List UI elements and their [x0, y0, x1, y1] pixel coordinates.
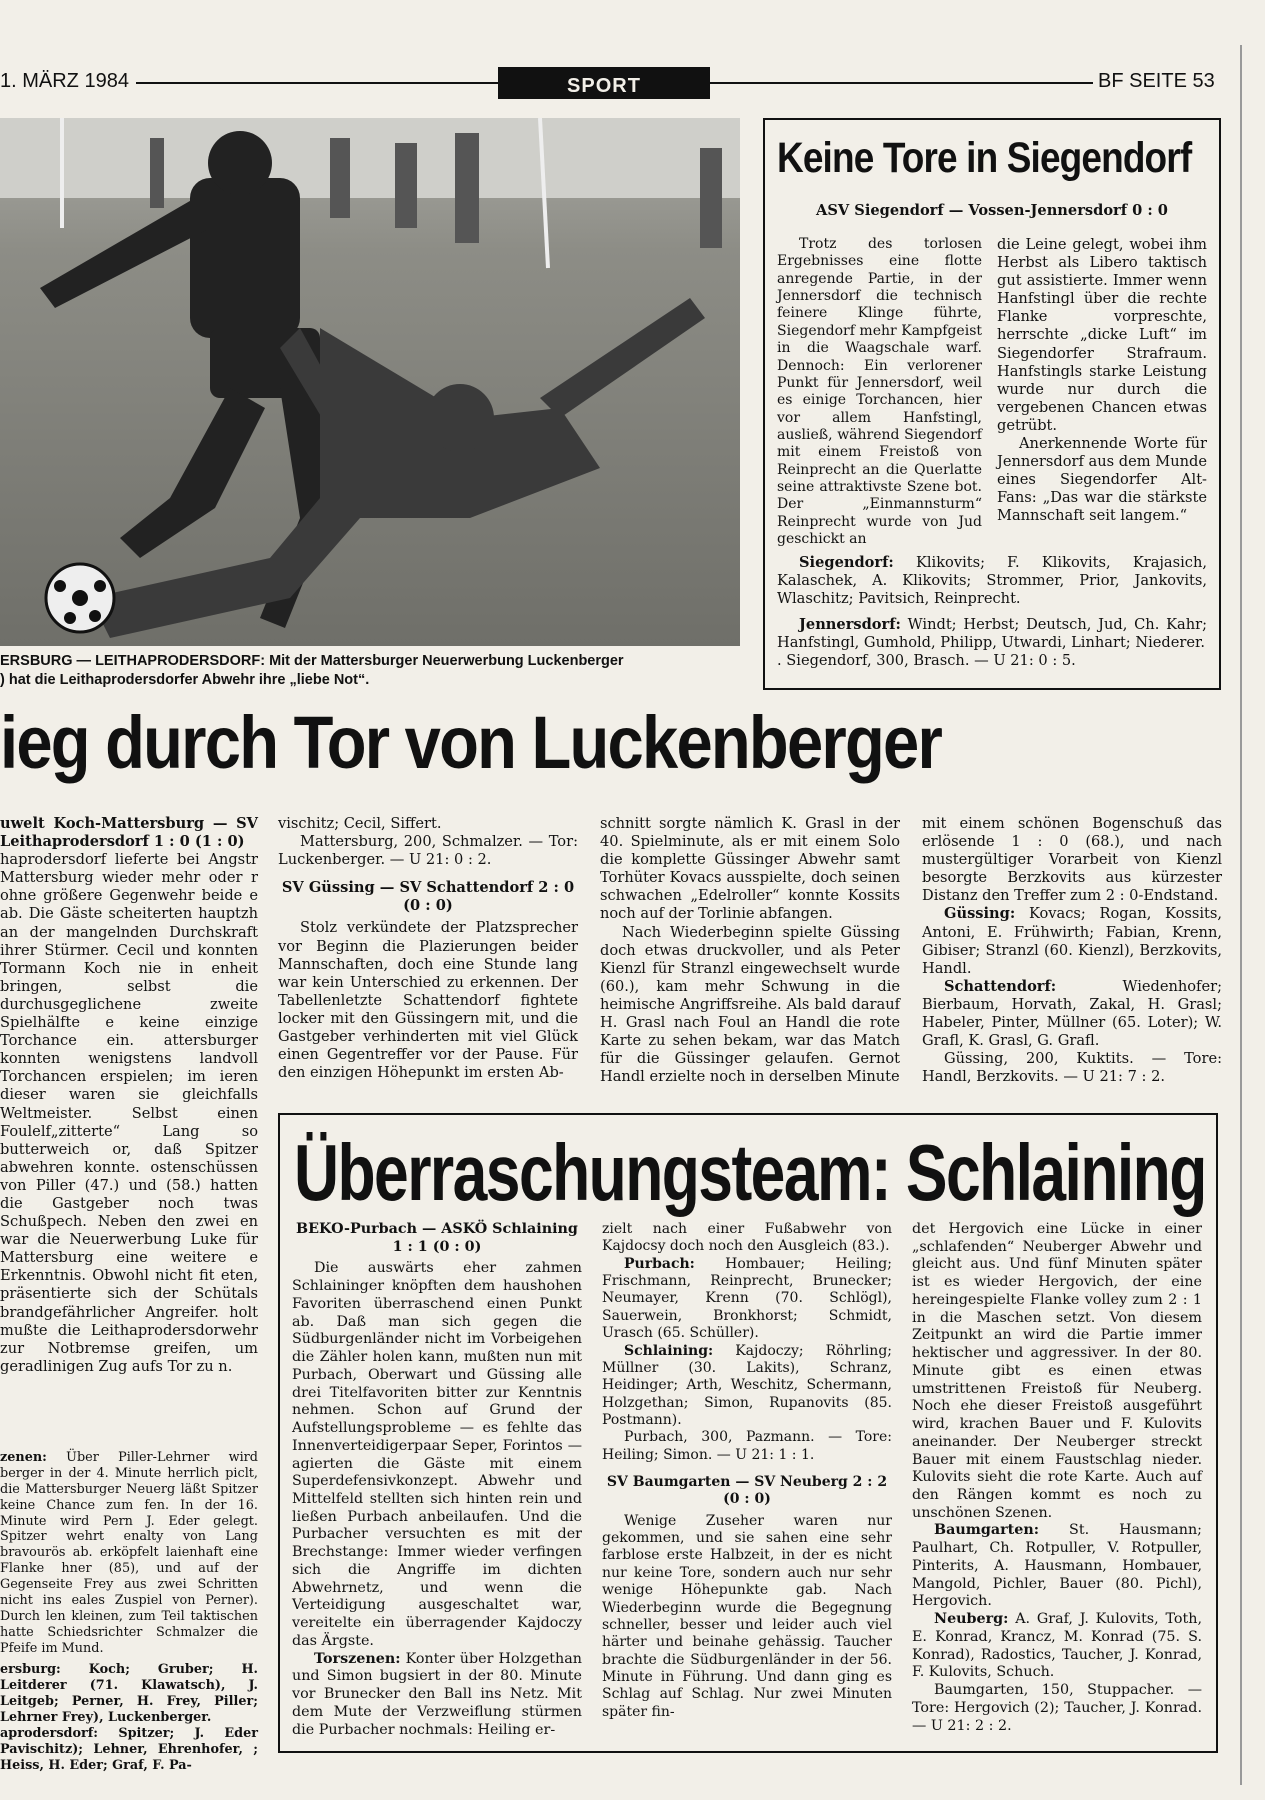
result-siegendorf: . Siegendorf, 300, Brasch. — U 21: 0 : 5. [777, 652, 1076, 670]
lineup-jennersdorf-label: Jennersdorf: [799, 616, 901, 634]
lineup-mattersburg: ersburg: Koch; Gruber; H. Leitderer (71. Klawatsch), J. Leitgeb; Perner, H. Frey, Piller; Lehrner Frey), Luckenberger. [0, 1662, 258, 1725]
article-box-siegendorf [763, 118, 1221, 690]
halftime-baumgarten: (0 : 0) [723, 1491, 771, 1508]
page-number: BF SEITE 53 [1098, 70, 1215, 92]
article2-column-1 [0, 815, 258, 1376]
lineup-purbach-label: Purbach: [624, 1255, 695, 1272]
article1-column-1 [777, 236, 982, 548]
article3-paragraph-1: Die auswärts eher zahmen Schlaininger knöpften dem haushohen Favoriten überraschend einen Punkt ab. Daß man sich gegen die Südburgenländer nicht im Vorbeigehen die Zähler holen kann, mußten nun mit Purbach, Oberwart und Güssing alle drei Titelfavoriten bitter zur Kenntnis nehmen. Schon auf Grund der Aufstellungsprobleme — es fehlte das Innenverteidigerpaar Seper, Forintos — agierten die Gäste mit einem Superdefensivkonzept. Abwehr und Mittelfeld stellten sich hinten rein und ließen Purbach anbeilaufen. Und die Purbacher versuchten es mit der Brechstange: Immer wieder verfingen sich die Angriffe im dichten Abwehrnetz, und wenn die Verteidigung ausgeschaltet war, vereitelte ein überragender Kajdoczy das Ärgste. [292, 1260, 582, 1649]
football-tackle-illustration [0, 118, 740, 646]
lineup-schattendorf: Wiedenhofer; Bierbaum, Horvath, Zakal, H. Grasl; Habeler, Pinter, Müllner (65. Loter); W. Grafl, K. Grasl, G. Grafl. [922, 977, 1222, 1050]
lineup-schattendorf-label: Schattendorf: [944, 977, 1057, 995]
article2-match-head: uwelt Koch-Mattersburg — SV Leithaprodersdorf 1 : 0 (1 : 0) [0, 815, 258, 851]
lineup-guessing: Kovacs; Rogan, Kossits, Antoni, E. Frühwirth; Fabian, Krenn, Gibiser; Stranzl (60. Kienzl), Berzkovits, Handl. [922, 905, 1222, 977]
page-edge-line [1240, 45, 1242, 1785]
article2-column-2 [278, 815, 578, 1082]
lineup-siegendorf-label: Siegendorf: [799, 554, 894, 571]
torszenen-label: Torszenen: [314, 1650, 401, 1667]
headline-schlaining: Überraschungsteam: Schlaining [294, 1128, 1206, 1217]
article2-lineup-end: vischitz; Cecil, Siffert. [278, 815, 442, 832]
article1-paragraph-1: Trotz des torlosen Ergebnisses eine flotte anregende Partie, in der Jennersdorf die technisch feinere Klinge führte, Siegendorf mehr Kampfgeist in die Waagschale warf. Dennoch: Ein verlorener Punkt für Jennersdorf, weil es einige Torchancen, hier vor allem Hanfstingl, ausließ, während Siegendorf mit einem Freistoß von Reinprecht an die Querlatte seine attraktivste Szene bot. Der „Einmannsturm“ Reinprecht wurde von Jud geschickt an [777, 236, 982, 548]
article3-column-2 [602, 1221, 892, 1721]
photo-caption-line-2: ) hat die Leithaprodersdorfer Abwehr ihre „liebe Not“. [0, 672, 370, 688]
article2-paragraph-5: mit einem schönen Bogenschuß das erlösende 1 : 0 (68.), und nach mustergültiger Vorarbeit von Kienzl besorgte Berzkovits aus kürzester Distanz den Treffer zum 2 : 0-Endstand. [922, 815, 1222, 905]
article1-paragraph-3: Anerkennende Worte für Jennersdorf aus dem Munde eines Siegendorfer Alt-Fans: „Das war die stärkste Mannschaft seit langem.“ [997, 435, 1207, 525]
article3-paragraph-3: det Hergovich eine Lücke in einer „schlafenden“ Neuberger Abwehr und gleicht aus. Und fünf Minuten später ist es wieder Hergovich, der eine hereingespielte Flanke volley zum 2 : 1 in die Maschen setzt. Von diesem Zeitpunkt an wird die Partie immer hektischer und aggressiver. In der 80. Minute gibt es einen etwas umstrittenen Freistoß für Neuberg. Noch ehe dieser Freistoß ausgeführt wird, krachen Bauer und F. Kulovits aneinander. Der Neuberger streckt Bauer mit einem Faustschlag nieder. Kulovits sieht die rote Karte. Auch auf den Rängen kommt es noch zu unschönen Szenen. [912, 1221, 1202, 1521]
lineup-neuberg: A. Graf, J. Kulovits, Toth, E. Konrad, Krancz, M. Konrad (75. S. Konrad), Radostics, Taucher, J. Konrad, F. Kulovits, Schuch. [912, 1611, 1202, 1681]
article3-paragraph-2: zielt nach einer Fußabwehr von Kajdocsy doch noch den Ausgleich (83.). [602, 1221, 892, 1255]
article1-paragraph-2: die Leine gelegt, wobei ihm Herbst als Libero taktisch gut assistierte. Immer wenn Hanfstingl über die rechte Flanke vorpreschte, herrschte „dicke Luft“ im Siegendorfer Strafraum. Hanfstingls starke Leistung wurde nur durch die vergebenen Chancen etwas getrübt. [997, 236, 1207, 434]
halftime-purbach: 1 : 1 (0 : 0) [392, 1238, 482, 1255]
lineup-leithaprodersdorf: aprodersdorf: Spitzer; J. Eder Pavischitz); Lehner, Ehrenhofer, ; Heiss, H. Eder; Graf, F. Pa- [0, 1725, 258, 1773]
lineup-siegendorf: Klikovits; F. Klikovits, Krajasich, Kalaschek, A. Klikovits; Strommer, Prior, Jankovits, Wlaschitz; Pavitsich, Reinprecht. [777, 554, 1207, 608]
result-baumgarten: Baumgarten, 150, Stuppacher. — Tore: Hergovich (2); Taucher, J. Konrad. — U 21: 2 : 2. [912, 1682, 1202, 1734]
lineup-guessing-label: Güssing: [944, 905, 1016, 923]
article2-paragraph-4: Nach Wiederbeginn spielte Güssing doch etwas druckvoller, und als Peter Kienzl für Stranzl eingewechselt wurde (60.), kam mehr Schwung in die heimische Angriffsreihe. Als bald darauf H. Grasl nach Foul an Handl die rote Karte zu sehen bekam, war das Match für die Güssinger gelaufen. Gernot Handl erzielte noch in derselben Minute [600, 923, 900, 1086]
article2-column-1-continued [0, 1450, 258, 1774]
match-head-baumgarten: SV Baumgarten — SV Neuberg 2 : 2 [606, 1474, 888, 1491]
result-guessing: Güssing, 200, Kuktits. — Tore: Handl, Berzkovits. — U 21: 7 : 2. [922, 1050, 1222, 1086]
photo-caption-line-1: ERSBURG — LEITHAPRODERSDORF: Mit der Mattersburger Neuerwerbung Luckenberger [0, 653, 624, 669]
article-box-schlaining [278, 1113, 1218, 1753]
lineup-schlaining: Kajdoczy; Röhrling; Müllner (30. Lakits), Schranz, Heidinger; Arth, Weschitz, Schermann, Holzgethan; Simon, Rupanovits (85. Postmann). [602, 1342, 892, 1428]
issue-date: 1. MÄRZ 1984 [0, 70, 129, 92]
photo-caption [0, 652, 740, 690]
header-rule-right [710, 82, 1093, 84]
section-label: SPORT [498, 67, 710, 99]
lineup-baumgarten-label: Baumgarten: [934, 1522, 1040, 1539]
subhead-siegendorf: ASV Siegendorf — Vossen-Jennersdorf 0 : 0 [816, 202, 1168, 219]
lineup-purbach: Hombauer; Heiling; Frischmann, Reinprecht, Brunecker; Neumayer, Krenn (70. Schlögl), Sauerwein, Bronkhorst; Schmidt, Urasch (65. Schüller). [602, 1255, 892, 1342]
article2-paragraph-3: schnitt sorgte nämlich K. Grasl in der 40. Spielminute, als er mit einem Solo die komplette Güssinger Abwehr samt Torhüter Kovacs ausspielte, doch seinen schwachen „Edelroller“ konnte Kossits noch auf der Torlinie abfangen. [600, 815, 900, 923]
article3-column-1 [292, 1221, 582, 1739]
headline-luckenberger: ieg durch Tor von Luckenberger [0, 701, 942, 784]
article1-column-2 [997, 236, 1207, 526]
article3-torszenen: Konter über Holzgethan und Simon bugsiert in der 80. Minute vor Brunecker den Ball ins Netz. Mit dem Mute der Verzweiflung stürmen die Purbacher nochmals: Heiling er- [292, 1650, 582, 1738]
article2-paragraph-guessing: Stolz verkündete der Platzsprecher vor Beginn die Plazierungen beider Mannschaften, doch eine Stunde lang war kein Unterschied zu erkennen. Der Tabellenletzte Schattendorf fightete locker mit den Güssingern mit, und die Gastgeber verhinderten mit viel Glück einen Gegentreffer vor der Pause. Für den einzigen Höhepunkt im ersten Ab- [278, 919, 578, 1082]
headline-keine-tore: Keine Tore in Siegendorf [777, 134, 1192, 182]
szenen-label: zenen: [0, 1450, 47, 1465]
match-head-guessing: SV Güssing — SV Schattendorf 2 : 0 [281, 879, 575, 897]
match-photo [0, 118, 740, 646]
article1-lineups [777, 554, 1207, 671]
article3-column-3 [912, 1221, 1202, 1735]
article2-column-4 [922, 815, 1222, 1086]
article2-column-3 [600, 815, 900, 1086]
header-rule-left [136, 82, 498, 84]
article2-result-mattersburg: Mattersburg, 200, Schmalzer. — Tor: Luckenberger. — U 21: 0 : 2. [278, 833, 578, 869]
article2-paragraph-1: haprodersdorf lieferte bei Angstr Mattersburg wieder mehr oder r ohne größere Gegenwehr beide e ab. Die Gäste scheiterten hauptzh an der mangelnden Durchskraft ihrer Stürmer. Cecil und konnten Tormann Koch nie in enheit bringen, selbst die durchusgeglichene zweite Spielhälfte e keine einzige Torchance ein. attersburger konnten wenigstens landvoll Torchancen erspielen; im ieren dieser waren sie gleichfalls Weltmeister. Selbst einen Foulelf„zitterte“ Lang so butterweich or, daß Spitzer abwehren konnte. ostenschüssen von Piller (47.) und (58.) hatten die Gastgeber noch twas Schußpech. Neben den zwei en war die Neuerwerbung Luke für Mattersburg eine weitere e Erkenntnis. Obwohl nicht fit eten, präsentierte sich der Schütals brandgefährlicher Angreifer. holt mußte die Leithaprodersdorwehr zur Notbremse greifen, um geradlinigen Zug aufs Tor zu n. [0, 851, 258, 1375]
lineup-schlaining-label: Schlaining: [624, 1342, 714, 1359]
article3-paragraph-baumgarten: Wenige Zuseher waren nur gekommen, und sie sahen eine sehr farblose erste Halbzeit, in der es nicht nur keine Tore, sondern auch nur sehr wenige Höhepunkte gab. Nach Wiederbeginn wurde die Begegnung schneller, besser und leider auch viel härter und beinahe gehässig. Taucher brachte die Südburgenländer in der 56. Minute in Führung. Und dann ging es Schlag auf Schlag. Nur zwei Minuten später fin- [602, 1512, 892, 1720]
result-purbach: Purbach, 300, Pazmann. — Tore: Heiling; Simon. — U 21: 1 : 1. [602, 1429, 892, 1463]
match-head-purbach: BEKO-Purbach — ASKÖ Schlaining [296, 1221, 578, 1237]
halftime-guessing: (0 : 0) [403, 897, 453, 915]
lineup-neuberg-label: Neuberg: [934, 1611, 1009, 1628]
lineup-jennersdorf: Windt; Herbst; Deutsch, Jud, Ch. Kahr; Hanfstingl, Gumhold, Philipp, Utwardi, Linhart; Niederer. [777, 616, 1207, 652]
article2-szenen: Über Piller-Lehrner wird berger in der 4. Minute herrlich piclt, die Mattersburger Neuerg läßt Spitzer keine Chance zum fen. In der 16. Minute wird Pern J. Eder gelegt. Spitzer wehrt enalty von Lang bravourös ab. erköpfelt laienhaft eine Flanke hner (85), und auf der Gegenseite Frey aus zwei Schritten nicht ins eales Zuspiel von Perner). Durch len kleinen, zum Teil taktischen hatte Schiedsrichter Schmalzer die Pfeife im Mund. [0, 1450, 258, 1656]
lineup-baumgarten: St. Hausmann; Paulhart, Ch. Rotpuller, V. Rotpuller, Pinterits, A. Hausmann, Hombauer, Mangold, Pichler, Bauer (80. Pichl), Hergovich. [912, 1522, 1202, 1610]
